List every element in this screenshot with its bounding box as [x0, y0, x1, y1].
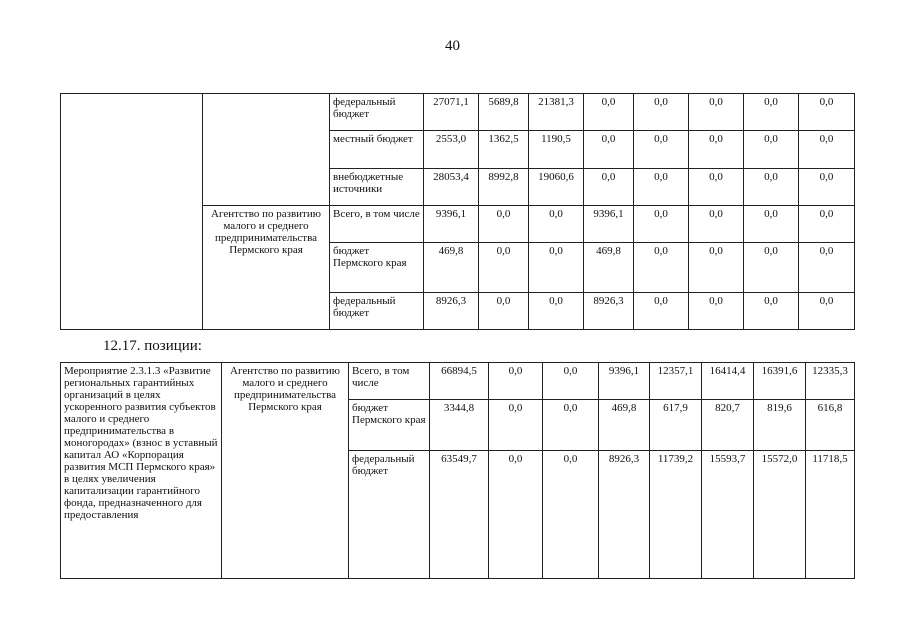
value-cell: 0,0 [744, 169, 799, 206]
funding-source: федеральный бюджет [330, 293, 424, 330]
value-cell: 21381,3 [529, 94, 584, 131]
table-row [61, 94, 855, 131]
value-cell: 5689,8 [479, 94, 529, 131]
funding-source: бюджет Пермского края [349, 400, 430, 451]
value-cell: 12335,3 [806, 363, 855, 400]
value-cell: 8926,3 [584, 293, 634, 330]
value-cell: 0,0 [634, 94, 689, 131]
value-cell: 16391,6 [754, 363, 806, 400]
value-cell: 0,0 [529, 293, 584, 330]
value-cell: 1362,5 [479, 131, 529, 169]
value-cell: 15593,7 [702, 451, 754, 579]
value-cell: 0,0 [799, 293, 855, 330]
value-cell: 3344,8 [430, 400, 489, 451]
value-cell: 9396,1 [424, 206, 479, 243]
value-cell: 0,0 [689, 169, 744, 206]
value-cell: 8992,8 [479, 169, 529, 206]
value-cell: 0,0 [543, 451, 599, 579]
value-cell: 11739,2 [650, 451, 702, 579]
value-cell: 469,8 [424, 243, 479, 293]
table-row [61, 363, 855, 400]
value-cell: 11718,5 [806, 451, 855, 579]
value-cell: 0,0 [584, 131, 634, 169]
agency-name: Агентство по развитию малого и среднего предпринимательства Пермского края [222, 363, 349, 579]
value-cell: 0,0 [689, 206, 744, 243]
value-cell: 0,0 [489, 451, 543, 579]
agency-cell-empty [203, 94, 330, 206]
value-cell: 63549,7 [430, 451, 489, 579]
value-cell: 469,8 [584, 243, 634, 293]
measure-cell-empty [61, 94, 203, 330]
funding-source: федеральный бюджет [330, 94, 424, 131]
value-cell: 0,0 [744, 206, 799, 243]
value-cell: 0,0 [479, 243, 529, 293]
value-cell: 0,0 [634, 169, 689, 206]
value-cell: 0,0 [543, 363, 599, 400]
value-cell: 0,0 [744, 293, 799, 330]
value-cell: 0,0 [479, 293, 529, 330]
agency-name: Агентство по развитию малого и среднего предпринимательства Пермского края [203, 206, 330, 330]
value-cell: 0,0 [689, 243, 744, 293]
value-cell: 0,0 [489, 363, 543, 400]
value-cell: 0,0 [799, 206, 855, 243]
value-cell: 0,0 [634, 293, 689, 330]
value-cell: 0,0 [689, 94, 744, 131]
value-cell: 0,0 [634, 243, 689, 293]
value-cell: 9396,1 [599, 363, 650, 400]
value-cell: 0,0 [479, 206, 529, 243]
value-cell: 0,0 [529, 206, 584, 243]
value-cell: 66894,5 [430, 363, 489, 400]
value-cell: 469,8 [599, 400, 650, 451]
value-cell: 1190,5 [529, 131, 584, 169]
value-cell: 15572,0 [754, 451, 806, 579]
measure-description: Мероприятие 2.3.1.3 «Развитие региональных гарантийных организаций в целях ускоренного развития субъектов малого и среднего предпринимательства в моногородах» (взнос в уставный капитал АО «Корпорация развития МСП Пермского края» в целях увеличения капитализации гарантийного фонда, предназначенного для предоставления [61, 363, 222, 579]
value-cell: 0,0 [634, 206, 689, 243]
funding-source: бюджет Пермского края [330, 243, 424, 293]
value-cell: 12357,1 [650, 363, 702, 400]
value-cell: 9396,1 [584, 206, 634, 243]
value-cell: 0,0 [689, 293, 744, 330]
value-cell: 0,0 [689, 131, 744, 169]
value-cell: 28053,4 [424, 169, 479, 206]
value-cell: 0,0 [799, 94, 855, 131]
value-cell: 27071,1 [424, 94, 479, 131]
value-cell: 0,0 [584, 169, 634, 206]
value-cell: 19060,6 [529, 169, 584, 206]
funding-source: Всего, в том числе [330, 206, 424, 243]
page-number: 40 [445, 38, 460, 54]
value-cell: 0,0 [799, 131, 855, 169]
value-cell: 0,0 [799, 169, 855, 206]
value-cell: 0,0 [489, 400, 543, 451]
funding-source: местный бюджет [330, 131, 424, 169]
value-cell: 0,0 [529, 243, 584, 293]
financing-table-continued [60, 93, 855, 330]
value-cell: 0,0 [634, 131, 689, 169]
value-cell: 819,6 [754, 400, 806, 451]
funding-source: федеральный бюджет [349, 451, 430, 579]
value-cell: 820,7 [702, 400, 754, 451]
financing-table-position [60, 362, 855, 579]
value-cell: 8926,3 [599, 451, 650, 579]
value-cell: 0,0 [744, 243, 799, 293]
value-cell: 0,0 [799, 243, 855, 293]
section-title: 12.17. позиции: [103, 338, 202, 354]
value-cell: 16414,4 [702, 363, 754, 400]
value-cell: 8926,3 [424, 293, 479, 330]
value-cell: 0,0 [744, 131, 799, 169]
value-cell: 617,9 [650, 400, 702, 451]
value-cell: 616,8 [806, 400, 855, 451]
value-cell: 0,0 [584, 94, 634, 131]
funding-source: Всего, в том числе [349, 363, 430, 400]
value-cell: 0,0 [744, 94, 799, 131]
funding-source: внебюджетные источники [330, 169, 424, 206]
value-cell: 0,0 [543, 400, 599, 451]
value-cell: 2553,0 [424, 131, 479, 169]
